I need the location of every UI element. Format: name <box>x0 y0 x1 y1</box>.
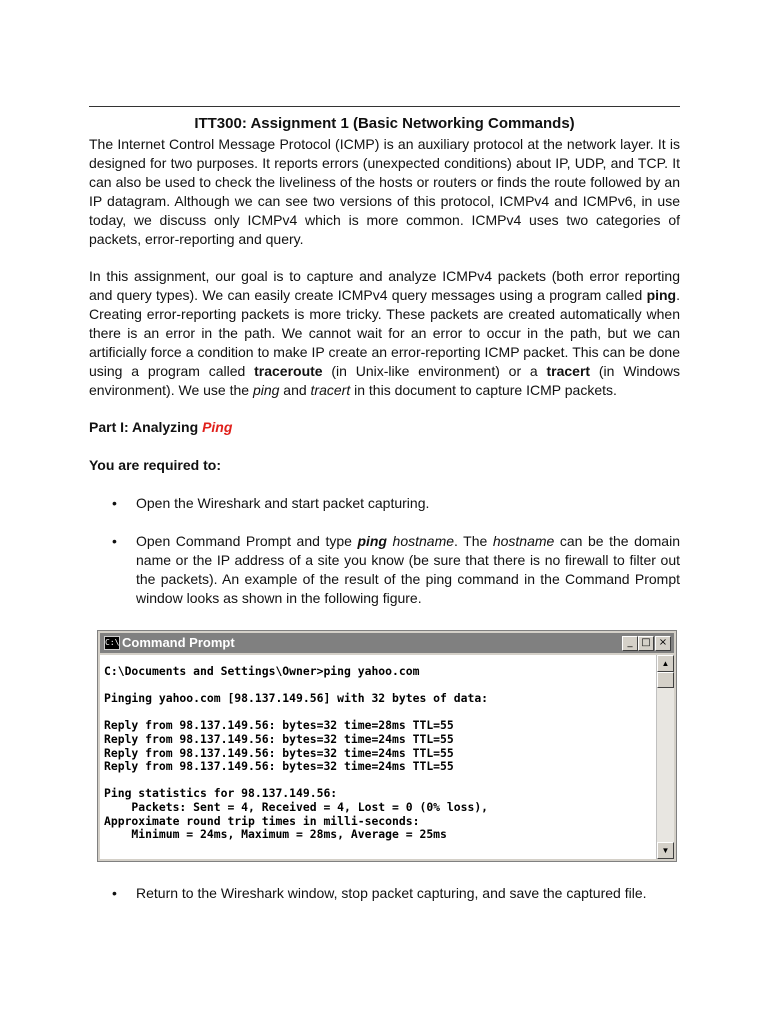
tracert-term: tracert <box>546 363 591 379</box>
bullet-icon: • <box>112 533 117 549</box>
bullet2-text-c: can be the domain name or the IP address of a site you know (be sure that there is no firewall to filter out the packets). An example of the result of the ping command in the Command Prompt window looks as shown in the following figure. <box>136 533 680 606</box>
part-heading <box>89 418 232 437</box>
maximize-button[interactable]: □ <box>638 636 654 651</box>
close-button[interactable]: × <box>655 636 671 651</box>
bullet2-text-a: Open Command Prompt and type <box>136 533 358 549</box>
console-area[interactable] <box>100 655 656 859</box>
bullet-icon: • <box>112 885 117 901</box>
console-output: C:\Documents and Settings\Owner>ping yahoo.com Pinging yahoo.com [98.137.149.56] with 32 bytes of data: Reply from 98.137.149.56: bytes=32 time=28ms TTL=55 Reply from 98.137.149.56: bytes=32 time=24ms TTL=55 Reply from 98.137.149.56: bytes=32 time=24ms TTL=55 Reply from 98.137.149.56: bytes=32 time=24ms TTL=55 Ping statistics for 98.137.149.56: Packets: Sent = 4, Received = 4, Lost = 0 (0% loss), Approximate round trip times in milli-seconds: Minimum = 24ms, Maximum = 28ms, Average = 25ms <box>104 664 489 842</box>
required-heading: You are required to: <box>89 457 221 473</box>
hostname-term: hostname <box>492 533 555 549</box>
header-rule <box>89 106 680 107</box>
scroll-down-icon[interactable]: ▼ <box>657 842 674 859</box>
part-heading-accent: Ping <box>202 419 233 435</box>
vertical-scrollbar[interactable] <box>656 655 674 859</box>
ping-term: ping <box>357 533 387 549</box>
minimize-button[interactable]: _ <box>622 636 638 651</box>
window-title: Command Prompt <box>122 635 235 650</box>
scroll-thumb[interactable] <box>657 672 674 688</box>
goal-text-a: In this assignment, our goal is to capture and analyze ICMPv4 packets (both error reporting and query types). We can easily create ICMPv4 query messages using a program called <box>89 268 680 303</box>
goal-paragraph <box>89 267 680 400</box>
window-titlebar[interactable] <box>100 633 674 653</box>
goal-text-b: . Creating error-reporting packets is more tricky. These packets are created automatically when there is an error in the path. We cannot wait for an error to occur in the path, but we can artificially force a condition to make IP create an error-reporting ICMP packet. This can be done using a program called <box>89 287 680 379</box>
part-heading-text: Part I: Analyzing <box>89 419 203 435</box>
hostname-term: hostname <box>392 533 455 549</box>
ping-italic: ping <box>252 382 280 398</box>
document-title: ITT300: Assignment 1 (Basic Networking Commands) <box>194 115 575 132</box>
goal-text-f: in this document to capture ICMP packets. <box>350 382 617 398</box>
scroll-up-icon[interactable]: ▲ <box>657 655 674 672</box>
ping-term: ping <box>646 287 677 303</box>
traceroute-term: traceroute <box>254 363 323 379</box>
bullet2-text-b: . The <box>454 533 493 549</box>
goal-text-e: and <box>279 382 311 398</box>
command-prompt-window <box>97 630 677 862</box>
command-prompt-icon: C:\ <box>104 636 120 650</box>
list-item-text: Open the Wireshark and start packet capturing. <box>136 495 430 511</box>
intro-paragraph: The Internet Control Message Protocol (ICMP) is an auxiliary protocol at the network layer. It is designed for two purposes. It reports errors (unexpected conditions) about IP, UDP, and TCP. It can also be used to check the liveliness of the hosts or routers or finds the route followed by an IP datagram. Although we can see two versions of this protocol, ICMPv4 and ICMPv6, in use today, we discuss only ICMPv4 which is more common. ICMPv4 uses two categories of packets, error-reporting and query. <box>89 136 680 247</box>
tracert-italic: tracert <box>310 382 351 398</box>
list-item-text <box>136 532 680 608</box>
list-item-text: Return to the Wireshark window, stop packet capturing, and save the captured file. <box>136 885 647 901</box>
goal-text-d: (in Windows environment). We use the <box>89 363 680 398</box>
goal-text-c: (in Unix-like environment) or a <box>322 363 547 379</box>
bullet-icon: • <box>112 495 117 511</box>
